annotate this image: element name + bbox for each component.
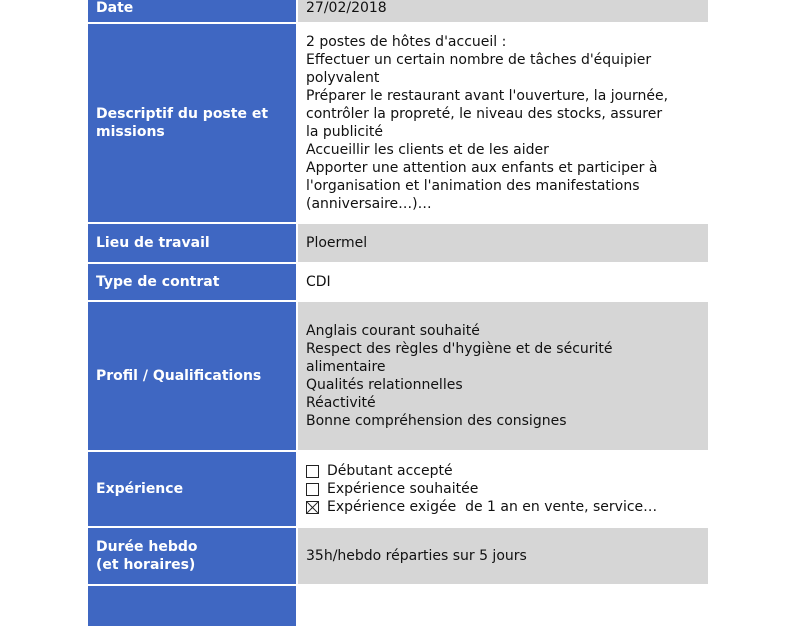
- label-lieu: Lieu de travail: [88, 224, 296, 262]
- profil-line: Réactivité: [306, 395, 376, 411]
- row-profil: [88, 302, 708, 452]
- label-duree: [88, 528, 296, 584]
- experience-option[interactable]: [306, 498, 700, 516]
- profil-line: Respect des règles d'hygiène et de sécurité: [306, 341, 613, 357]
- value-descriptif: [296, 24, 708, 222]
- desc-line: la publicité: [306, 124, 384, 140]
- value-next: [296, 586, 708, 626]
- desc-line: l'organisation et l'animation des manifestations: [306, 178, 640, 194]
- row-descriptif: [88, 24, 708, 224]
- profil-line: Qualités relationnelles: [306, 377, 463, 393]
- label-duree-line2: (et horaires): [96, 557, 196, 573]
- experience-option[interactable]: [306, 480, 700, 498]
- value-date: 27/02/2018: [296, 0, 708, 22]
- label-experience: Expérience: [88, 452, 296, 526]
- row-date: [88, 0, 708, 24]
- row-next: [88, 586, 708, 628]
- desc-line: Préparer le restaurant avant l'ouverture, la journée,: [306, 88, 669, 104]
- label-profil: Profil / Qualifications: [88, 302, 296, 450]
- label-date: Date: [88, 0, 296, 22]
- checkbox-exigee[interactable]: [306, 501, 319, 514]
- experience-option[interactable]: [306, 462, 700, 480]
- value-duree: 35h/hebdo réparties sur 5 jours: [296, 528, 708, 584]
- desc-line: Accueillir les clients et de les aider: [306, 142, 549, 158]
- checkbox-label: Expérience souhaitée: [327, 481, 479, 497]
- label-contrat: Type de contrat: [88, 264, 296, 300]
- desc-line: (anniversaire…)…: [306, 196, 432, 212]
- value-lieu: Ploermel: [296, 224, 708, 262]
- desc-line: 2 postes de hôtes d'accueil :: [306, 34, 507, 50]
- profil-line: alimentaire: [306, 359, 386, 375]
- row-duree: [88, 528, 708, 586]
- desc-line: contrôler la propreté, le niveau des stocks, assurer: [306, 106, 663, 122]
- value-experience: [296, 452, 708, 526]
- label-next: [88, 586, 296, 626]
- profil-line: Bonne compréhension des consignes: [306, 413, 567, 429]
- checkbox-label: Expérience exigée de 1 an en vente, service…: [327, 499, 658, 515]
- checkbox-label: Débutant accepté: [327, 463, 453, 479]
- label-duree-line1: Durée hebdo: [96, 539, 198, 555]
- row-lieu: [88, 224, 708, 264]
- row-contrat: [88, 264, 708, 302]
- row-experience: [88, 452, 708, 528]
- desc-line: Effectuer un certain nombre de tâches d'équipier: [306, 52, 652, 68]
- value-profil: [296, 302, 708, 450]
- job-offer-table: [88, 0, 708, 628]
- profil-line: Anglais courant souhaité: [306, 323, 480, 339]
- value-contrat: CDI: [296, 264, 708, 300]
- desc-line: Apporter une attention aux enfants et participer à: [306, 160, 658, 176]
- desc-line: polyvalent: [306, 70, 380, 86]
- checkbox-souhaitee[interactable]: [306, 483, 319, 496]
- label-descriptif: Descriptif du poste et missions: [88, 24, 296, 222]
- checkbox-debutant[interactable]: [306, 465, 319, 478]
